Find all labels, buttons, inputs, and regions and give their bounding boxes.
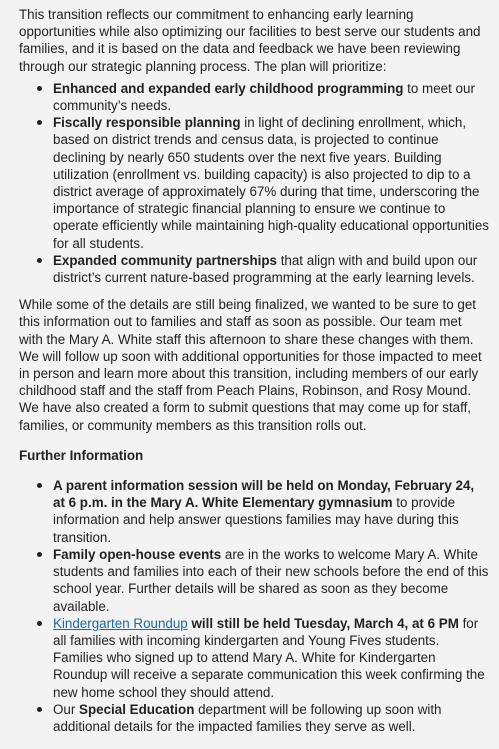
list-item bbox=[19, 114, 489, 252]
further-information-heading: Further Information bbox=[19, 447, 144, 463]
priority-bold-lead: Expanded community partnerships bbox=[53, 252, 277, 268]
intro-paragraph: This transition reflects our commitment to enhancing early learning opportunities while also optimizing our facilities to best serve our students and families, and it is based on the data and feedback we have been reviewing through our strategic planning process. The plan will prioritize: bbox=[19, 7, 481, 74]
list-item bbox=[19, 80, 489, 114]
list-item bbox=[19, 546, 489, 615]
priority-text: that align with and build upon our district’s current nature-based programming at the early learning levels. bbox=[53, 252, 478, 286]
priority-text: to meet our community’s needs. bbox=[53, 80, 475, 114]
roundup-bold: will still be held Tuesday, March 4, at 6 PM bbox=[187, 615, 459, 631]
special-ed-text: department will be following up soon with additional details for the impacted families they serve as well. bbox=[53, 701, 442, 734]
info-session-text: to provide information and help answer questions families may have during this transition. bbox=[53, 495, 459, 545]
priority-bold-lead: Fiscally responsible planning bbox=[53, 115, 241, 131]
kindergarten-roundup-link[interactable]: Kindergarten Roundup bbox=[53, 615, 188, 631]
info-session-bold: A parent information session will be held on Monday, February 24, at 6 p.m. in the Mary A. White Elementary gymnasium bbox=[53, 478, 475, 511]
priority-text: in light of declining enrollment, which, based on district trends and census data, is projected to continue declining by nearly 650 students over the next five years. Building utilization (enrollment vs. building capacity) is also projected to dip to a district average of approximately 67% during that time, underscoring the importance of strategic financial planning to ensure we continue to operate efficiently while maintaining high-quality educational opportunities for all students. bbox=[53, 115, 489, 251]
list-item bbox=[19, 252, 489, 286]
special-ed-pre: Our bbox=[53, 701, 80, 717]
list-item bbox=[19, 701, 489, 735]
special-ed-bold: Special Education bbox=[79, 701, 195, 717]
priority-bold-lead: Enhanced and expanded early childhood programming bbox=[53, 80, 404, 96]
update-paragraph: While some of the details are still being finalized, we wanted to be sure to get this information out to families and staff as soon as possible. Our team met with the Mary A. White staff this afternoon to share these changes with them. We will follow up soon with additional opportunities for those impacted to meet in person and learn more about this transition, including members of our early childhood staff and the staff from Peach Plains, Robinson, and Rosy Mound. We have also created a form to submit questions that may come up for staff, families, or community members as this transition rolls out. bbox=[19, 297, 482, 433]
priorities-list bbox=[19, 80, 489, 286]
open-house-bold: Family open-house events bbox=[53, 546, 222, 562]
list-item bbox=[19, 477, 489, 546]
list-item bbox=[19, 615, 489, 701]
further-information-list bbox=[19, 477, 489, 735]
open-house-text: are in the works to welcome Mary A. White students and families into each of their new schools before the end of this school year. Further details will be shared as soon as they become available. bbox=[53, 546, 489, 614]
roundup-text: for all families with incoming kindergarten and Young Fives students. Families who signed up to attend Mary A. White for Kindergarten Roundup will receive a separate communication this week confirming the new home school they should attend. bbox=[53, 615, 485, 700]
